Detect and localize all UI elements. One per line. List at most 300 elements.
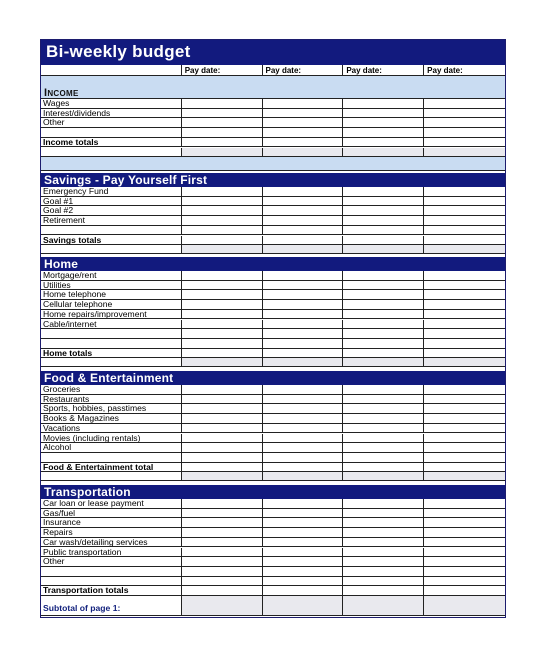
row-label: Utilities (43, 280, 71, 290)
amount-cell[interactable] (263, 290, 344, 299)
amount-cell[interactable] (182, 528, 263, 537)
amount-cell[interactable] (182, 349, 263, 358)
row-label-cell (41, 271, 182, 280)
amount-cell[interactable] (263, 138, 344, 147)
amount-cell[interactable] (263, 320, 344, 329)
amount-cell[interactable] (424, 339, 505, 348)
row-label-cell (41, 395, 182, 404)
amount-cell[interactable] (424, 404, 505, 413)
row-label-cell (41, 424, 182, 433)
amount-cell[interactable] (263, 385, 344, 394)
amount-cell[interactable] (424, 453, 505, 462)
amount-cell[interactable] (424, 509, 505, 518)
row-label: Car wash/detailing services (43, 537, 148, 547)
amount-cell[interactable] (343, 472, 424, 480)
row-label-cell (41, 509, 182, 518)
food-header-text: Food & Entertainment (44, 371, 174, 385)
row-label: Vacations (43, 423, 81, 433)
income-spacer-bar (41, 157, 505, 171)
amount-cell[interactable] (263, 463, 344, 472)
amount-cell[interactable] (263, 206, 344, 215)
amount-cell[interactable] (182, 329, 263, 338)
amount-cell[interactable] (343, 509, 424, 518)
savings-header (41, 173, 505, 187)
amount-cell[interactable] (424, 320, 505, 329)
amount-cell[interactable] (343, 118, 424, 127)
transportation-header (41, 485, 505, 499)
amount-cell[interactable] (263, 518, 344, 527)
amount-cell[interactable] (424, 206, 505, 215)
amount-cell[interactable] (182, 339, 263, 348)
amount-cell[interactable] (182, 271, 263, 280)
amount-cell[interactable] (182, 226, 263, 235)
amount-cell[interactable] (182, 385, 263, 394)
amount-cell[interactable] (343, 329, 424, 338)
amount-cell[interactable] (343, 404, 424, 413)
amount-cell[interactable] (182, 472, 263, 480)
income-header (41, 76, 505, 99)
amount-cell[interactable] (343, 414, 424, 423)
amount-cell[interactable] (343, 187, 424, 196)
amount-cell[interactable] (182, 567, 263, 576)
row-label: Sports, hobbies, passtimes (43, 404, 147, 414)
row-label-cell (41, 538, 182, 547)
amount-cell[interactable] (343, 395, 424, 404)
amount-cell[interactable] (424, 463, 505, 472)
row-label: Insurance (43, 518, 81, 528)
amount-cell[interactable] (343, 538, 424, 547)
amount-cell[interactable] (263, 567, 344, 576)
row-label: Mortgage/rent (43, 271, 97, 280)
amount-cell[interactable] (424, 290, 505, 299)
amount-cell[interactable] (343, 138, 424, 147)
amount-cell[interactable] (424, 528, 505, 537)
row-label-cell (41, 109, 182, 118)
amount-cell[interactable] (182, 320, 263, 329)
row-label-cell (41, 290, 182, 299)
amount-cell[interactable] (424, 118, 505, 127)
amount-cell[interactable] (424, 577, 505, 586)
row-label: Other (43, 557, 65, 566)
amount-cell[interactable] (424, 138, 505, 147)
amount-cell[interactable] (424, 518, 505, 527)
home-blank-row (41, 329, 505, 339)
amount-cell[interactable] (343, 320, 424, 329)
amount-cell[interactable] (424, 109, 505, 118)
food-total-row (41, 463, 505, 473)
row-label: Emergency Fund (43, 187, 109, 196)
amount-cell[interactable] (263, 349, 344, 358)
amount-cell[interactable] (424, 99, 505, 108)
amount-cell[interactable] (343, 300, 424, 309)
amount-cell[interactable] (182, 99, 263, 108)
amount-cell[interactable] (263, 339, 344, 348)
amount-cell[interactable] (182, 404, 263, 413)
row-label-cell (41, 310, 182, 319)
row-label: Subtotal of page 1: (43, 604, 121, 613)
amount-cell[interactable] (424, 434, 505, 443)
transportation-blank-row (41, 567, 505, 577)
amount-cell[interactable] (343, 567, 424, 576)
savings-total-row (41, 236, 505, 246)
amount-cell[interactable] (263, 557, 344, 566)
amount-cell[interactable] (182, 310, 263, 319)
row-label: Cable/internet (43, 319, 97, 329)
savings-item-row (41, 187, 505, 197)
amount-cell[interactable] (424, 300, 505, 309)
transportation-item-row (41, 528, 505, 538)
row-label-cell (41, 216, 182, 225)
row-label: Groceries (43, 385, 81, 394)
row-label: Other (43, 118, 65, 128)
row-label-cell (41, 339, 182, 348)
savings-item-row (41, 197, 505, 207)
row-label-cell (41, 300, 182, 309)
amount-cell[interactable] (343, 197, 424, 206)
amount-cell[interactable] (343, 349, 424, 358)
food-spacer-row (41, 472, 505, 481)
amount-cell[interactable] (263, 236, 344, 245)
amount-cell[interactable] (263, 226, 344, 235)
amount-cell[interactable] (424, 548, 505, 557)
amount-cell[interactable] (424, 226, 505, 235)
amount-cell[interactable] (263, 99, 344, 108)
pay-date-header: Pay date: (182, 65, 263, 75)
amount-cell[interactable] (263, 528, 344, 537)
amount-cell[interactable] (263, 499, 344, 508)
amount-cell[interactable] (424, 148, 505, 156)
row-label: Food & Entertainment total (43, 462, 154, 472)
home-header-text: Home (44, 257, 79, 271)
amount-cell[interactable] (182, 281, 263, 290)
amount-cell[interactable] (263, 271, 344, 280)
amount-cell[interactable] (182, 596, 263, 604)
row-label-cell (41, 596, 182, 604)
amount-cell[interactable] (343, 358, 424, 366)
row-label-cell (41, 414, 182, 423)
home-spacer-row (41, 358, 505, 367)
amount-cell[interactable] (343, 548, 424, 557)
transportation-item-row (41, 518, 505, 528)
savings-header-text: Savings - Pay Yourself First (44, 173, 208, 187)
income-blank-row (41, 128, 505, 138)
amount-cell[interactable] (182, 604, 263, 615)
row-label: Goal #2 (43, 206, 74, 216)
amount-cell[interactable] (182, 453, 263, 462)
home-item-row (41, 271, 505, 281)
subtotal-row (41, 604, 505, 616)
amount-cell[interactable] (182, 548, 263, 557)
amount-cell[interactable] (424, 358, 505, 366)
amount-cell[interactable] (424, 187, 505, 196)
amount-cell[interactable] (424, 604, 505, 615)
amount-cell[interactable] (424, 472, 505, 480)
amount-cell[interactable] (182, 557, 263, 566)
amount-cell[interactable] (343, 463, 424, 472)
row-label: Car loan or lease payment (43, 499, 144, 508)
amount-cell[interactable] (343, 518, 424, 527)
home-blank-row (41, 339, 505, 349)
row-label: Home telephone (43, 290, 107, 300)
amount-cell[interactable] (343, 586, 424, 595)
food-item-row (41, 443, 505, 453)
amount-cell[interactable] (263, 197, 344, 206)
row-label-cell (41, 557, 182, 566)
home-item-row (41, 320, 505, 330)
food-blank-row (41, 453, 505, 463)
amount-cell[interactable] (182, 463, 263, 472)
amount-cell[interactable] (182, 187, 263, 196)
amount-cell[interactable] (424, 414, 505, 423)
amount-cell[interactable] (343, 339, 424, 348)
amount-cell[interactable] (343, 577, 424, 586)
amount-cell[interactable] (263, 586, 344, 595)
amount-cell[interactable] (424, 567, 505, 576)
amount-cell[interactable] (182, 443, 263, 452)
amount-cell[interactable] (343, 271, 424, 280)
row-label: Gas/fuel (43, 508, 76, 518)
amount-cell[interactable] (263, 109, 344, 118)
food-item-row (41, 395, 505, 405)
amount-cell[interactable] (263, 577, 344, 586)
amount-cell[interactable] (343, 434, 424, 443)
amount-cell[interactable] (263, 310, 344, 319)
amount-cell[interactable] (263, 548, 344, 557)
row-label: Income totals (43, 137, 99, 147)
amount-cell[interactable] (182, 109, 263, 118)
amount-cell[interactable] (263, 245, 344, 253)
row-label-cell (41, 385, 182, 394)
row-label: Repairs (43, 528, 73, 537)
amount-cell[interactable] (343, 453, 424, 462)
savings-spacer-row (41, 245, 505, 254)
amount-cell[interactable] (424, 236, 505, 245)
food-header (41, 371, 505, 385)
amount-cell[interactable] (424, 424, 505, 433)
amount-cell[interactable] (424, 216, 505, 225)
amount-cell[interactable] (343, 385, 424, 394)
amount-cell[interactable] (182, 358, 263, 366)
income-title: Income (44, 87, 79, 99)
amount-cell[interactable] (263, 216, 344, 225)
amount-cell[interactable] (182, 538, 263, 547)
page-title-text: Bi-weekly budget (46, 42, 191, 61)
row-label-cell (41, 245, 182, 253)
amount-cell[interactable] (263, 281, 344, 290)
row-label: Restaurants (43, 394, 90, 404)
amount-cell[interactable] (424, 310, 505, 319)
amount-cell[interactable] (263, 453, 344, 462)
amount-cell[interactable] (343, 206, 424, 215)
amount-cell[interactable] (263, 472, 344, 480)
row-label: Wages (43, 99, 70, 108)
amount-cell[interactable] (263, 414, 344, 423)
row-label-cell (41, 138, 182, 147)
amount-cell[interactable] (182, 216, 263, 225)
amount-cell[interactable] (263, 538, 344, 547)
row-label: Retirement (43, 216, 86, 225)
transportation-item-row (41, 557, 505, 567)
amount-cell[interactable] (424, 586, 505, 595)
row-label-cell (41, 187, 182, 196)
amount-cell[interactable] (263, 404, 344, 413)
income-item-row (41, 109, 505, 119)
row-label-cell (41, 236, 182, 245)
amount-cell[interactable] (182, 509, 263, 518)
row-label: Interest/dividends (43, 108, 111, 118)
amount-cell[interactable] (424, 281, 505, 290)
amount-cell[interactable] (424, 395, 505, 404)
home-header (41, 257, 505, 271)
amount-cell[interactable] (424, 197, 505, 206)
amount-cell[interactable] (343, 99, 424, 108)
amount-cell[interactable] (182, 300, 263, 309)
row-label: Cellular telephone (43, 300, 113, 309)
amount-cell[interactable] (182, 206, 263, 215)
food-item-row (41, 385, 505, 395)
amount-cell[interactable] (343, 245, 424, 253)
amount-cell[interactable] (424, 329, 505, 338)
page-title (41, 40, 505, 65)
transportation-blank-row (41, 577, 505, 587)
home-item-row (41, 300, 505, 310)
home-item-row (41, 281, 505, 291)
row-label-cell (41, 358, 182, 366)
amount-cell[interactable] (343, 443, 424, 452)
row-label-cell (41, 404, 182, 413)
amount-cell[interactable] (343, 109, 424, 118)
amount-cell[interactable] (263, 596, 344, 604)
amount-cell[interactable] (424, 271, 505, 280)
amount-cell[interactable] (182, 128, 263, 137)
amount-cell[interactable] (182, 290, 263, 299)
row-label: Movies (including rentals) (43, 433, 141, 443)
food-item-row (41, 424, 505, 434)
savings-item-row (41, 216, 505, 226)
row-label-cell (41, 453, 182, 462)
amount-cell[interactable] (343, 596, 424, 604)
pay-date-header: Pay date: (343, 65, 424, 75)
transportation-item-row (41, 538, 505, 548)
amount-cell[interactable] (182, 197, 263, 206)
row-label-cell (41, 518, 182, 527)
amount-cell[interactable] (182, 434, 263, 443)
row-label: Public transportation (43, 547, 122, 557)
amount-cell[interactable] (263, 443, 344, 452)
amount-cell[interactable] (263, 329, 344, 338)
amount-cell[interactable] (263, 187, 344, 196)
food-item-row (41, 434, 505, 444)
amount-cell[interactable] (343, 604, 424, 615)
row-label-cell (41, 548, 182, 557)
amount-cell[interactable] (263, 395, 344, 404)
amount-cell[interactable] (182, 499, 263, 508)
transportation-header-text: Transportation (44, 485, 131, 499)
pay-date-header: Pay date: (427, 66, 463, 75)
amount-cell[interactable] (343, 236, 424, 245)
row-label: Books & Magazines (43, 414, 119, 423)
amount-cell[interactable] (343, 148, 424, 156)
row-label: Alcohol (43, 443, 72, 452)
amount-cell[interactable] (263, 604, 344, 615)
amount-cell[interactable] (182, 586, 263, 595)
amount-cell[interactable] (424, 385, 505, 394)
row-label-cell (41, 206, 182, 215)
amount-cell[interactable] (424, 349, 505, 358)
amount-cell[interactable] (263, 118, 344, 127)
amount-cell[interactable] (424, 443, 505, 452)
amount-cell[interactable] (182, 138, 263, 147)
row-label-cell (41, 281, 182, 290)
income-item-row (41, 99, 505, 109)
amount-cell[interactable] (343, 528, 424, 537)
amount-cell[interactable] (182, 518, 263, 527)
amount-cell[interactable] (182, 577, 263, 586)
amount-cell[interactable] (182, 395, 263, 404)
amount-cell[interactable] (424, 245, 505, 253)
transportation-total-row (41, 586, 505, 596)
row-label-cell (41, 226, 182, 235)
amount-cell[interactable] (263, 128, 344, 137)
amount-cell[interactable] (343, 281, 424, 290)
amount-cell[interactable] (343, 424, 424, 433)
amount-cell[interactable] (424, 557, 505, 566)
amount-cell[interactable] (263, 424, 344, 433)
row-label: Home repairs/improvement (43, 309, 147, 319)
row-label-cell (41, 434, 182, 443)
row-label-cell (41, 320, 182, 329)
amount-cell[interactable] (343, 310, 424, 319)
amount-cell[interactable] (343, 499, 424, 508)
row-label: Home totals (43, 348, 93, 358)
home-total-row (41, 349, 505, 359)
savings-blank-row (41, 226, 505, 236)
amount-cell[interactable] (424, 596, 505, 604)
home-item-row (41, 290, 505, 300)
row-label: Transportation totals (43, 586, 129, 595)
row-label-cell (41, 99, 182, 108)
amount-cell[interactable] (263, 434, 344, 443)
amount-cell[interactable] (343, 128, 424, 137)
income-item-row (41, 118, 505, 128)
amount-cell[interactable] (182, 424, 263, 433)
amount-cell[interactable] (263, 300, 344, 309)
row-label-cell (41, 148, 182, 156)
amount-cell[interactable] (182, 118, 263, 127)
row-label-cell (41, 472, 182, 480)
amount-cell[interactable] (424, 128, 505, 137)
amount-cell[interactable] (263, 509, 344, 518)
amount-cell[interactable] (263, 358, 344, 366)
amount-cell[interactable] (424, 499, 505, 508)
row-label-cell (41, 586, 182, 595)
amount-cell[interactable] (343, 557, 424, 566)
amount-cell[interactable] (182, 245, 263, 253)
amount-cell[interactable] (343, 226, 424, 235)
row-label-cell (41, 128, 182, 137)
pay-date-row (41, 65, 505, 76)
amount-cell[interactable] (182, 148, 263, 156)
amount-cell[interactable] (424, 538, 505, 547)
row-label-cell (41, 118, 182, 127)
row-label-cell (41, 528, 182, 537)
amount-cell[interactable] (343, 290, 424, 299)
amount-cell[interactable] (343, 216, 424, 225)
transportation-item-row (41, 509, 505, 519)
amount-cell[interactable] (182, 414, 263, 423)
amount-cell[interactable] (263, 148, 344, 156)
amount-cell[interactable] (182, 236, 263, 245)
